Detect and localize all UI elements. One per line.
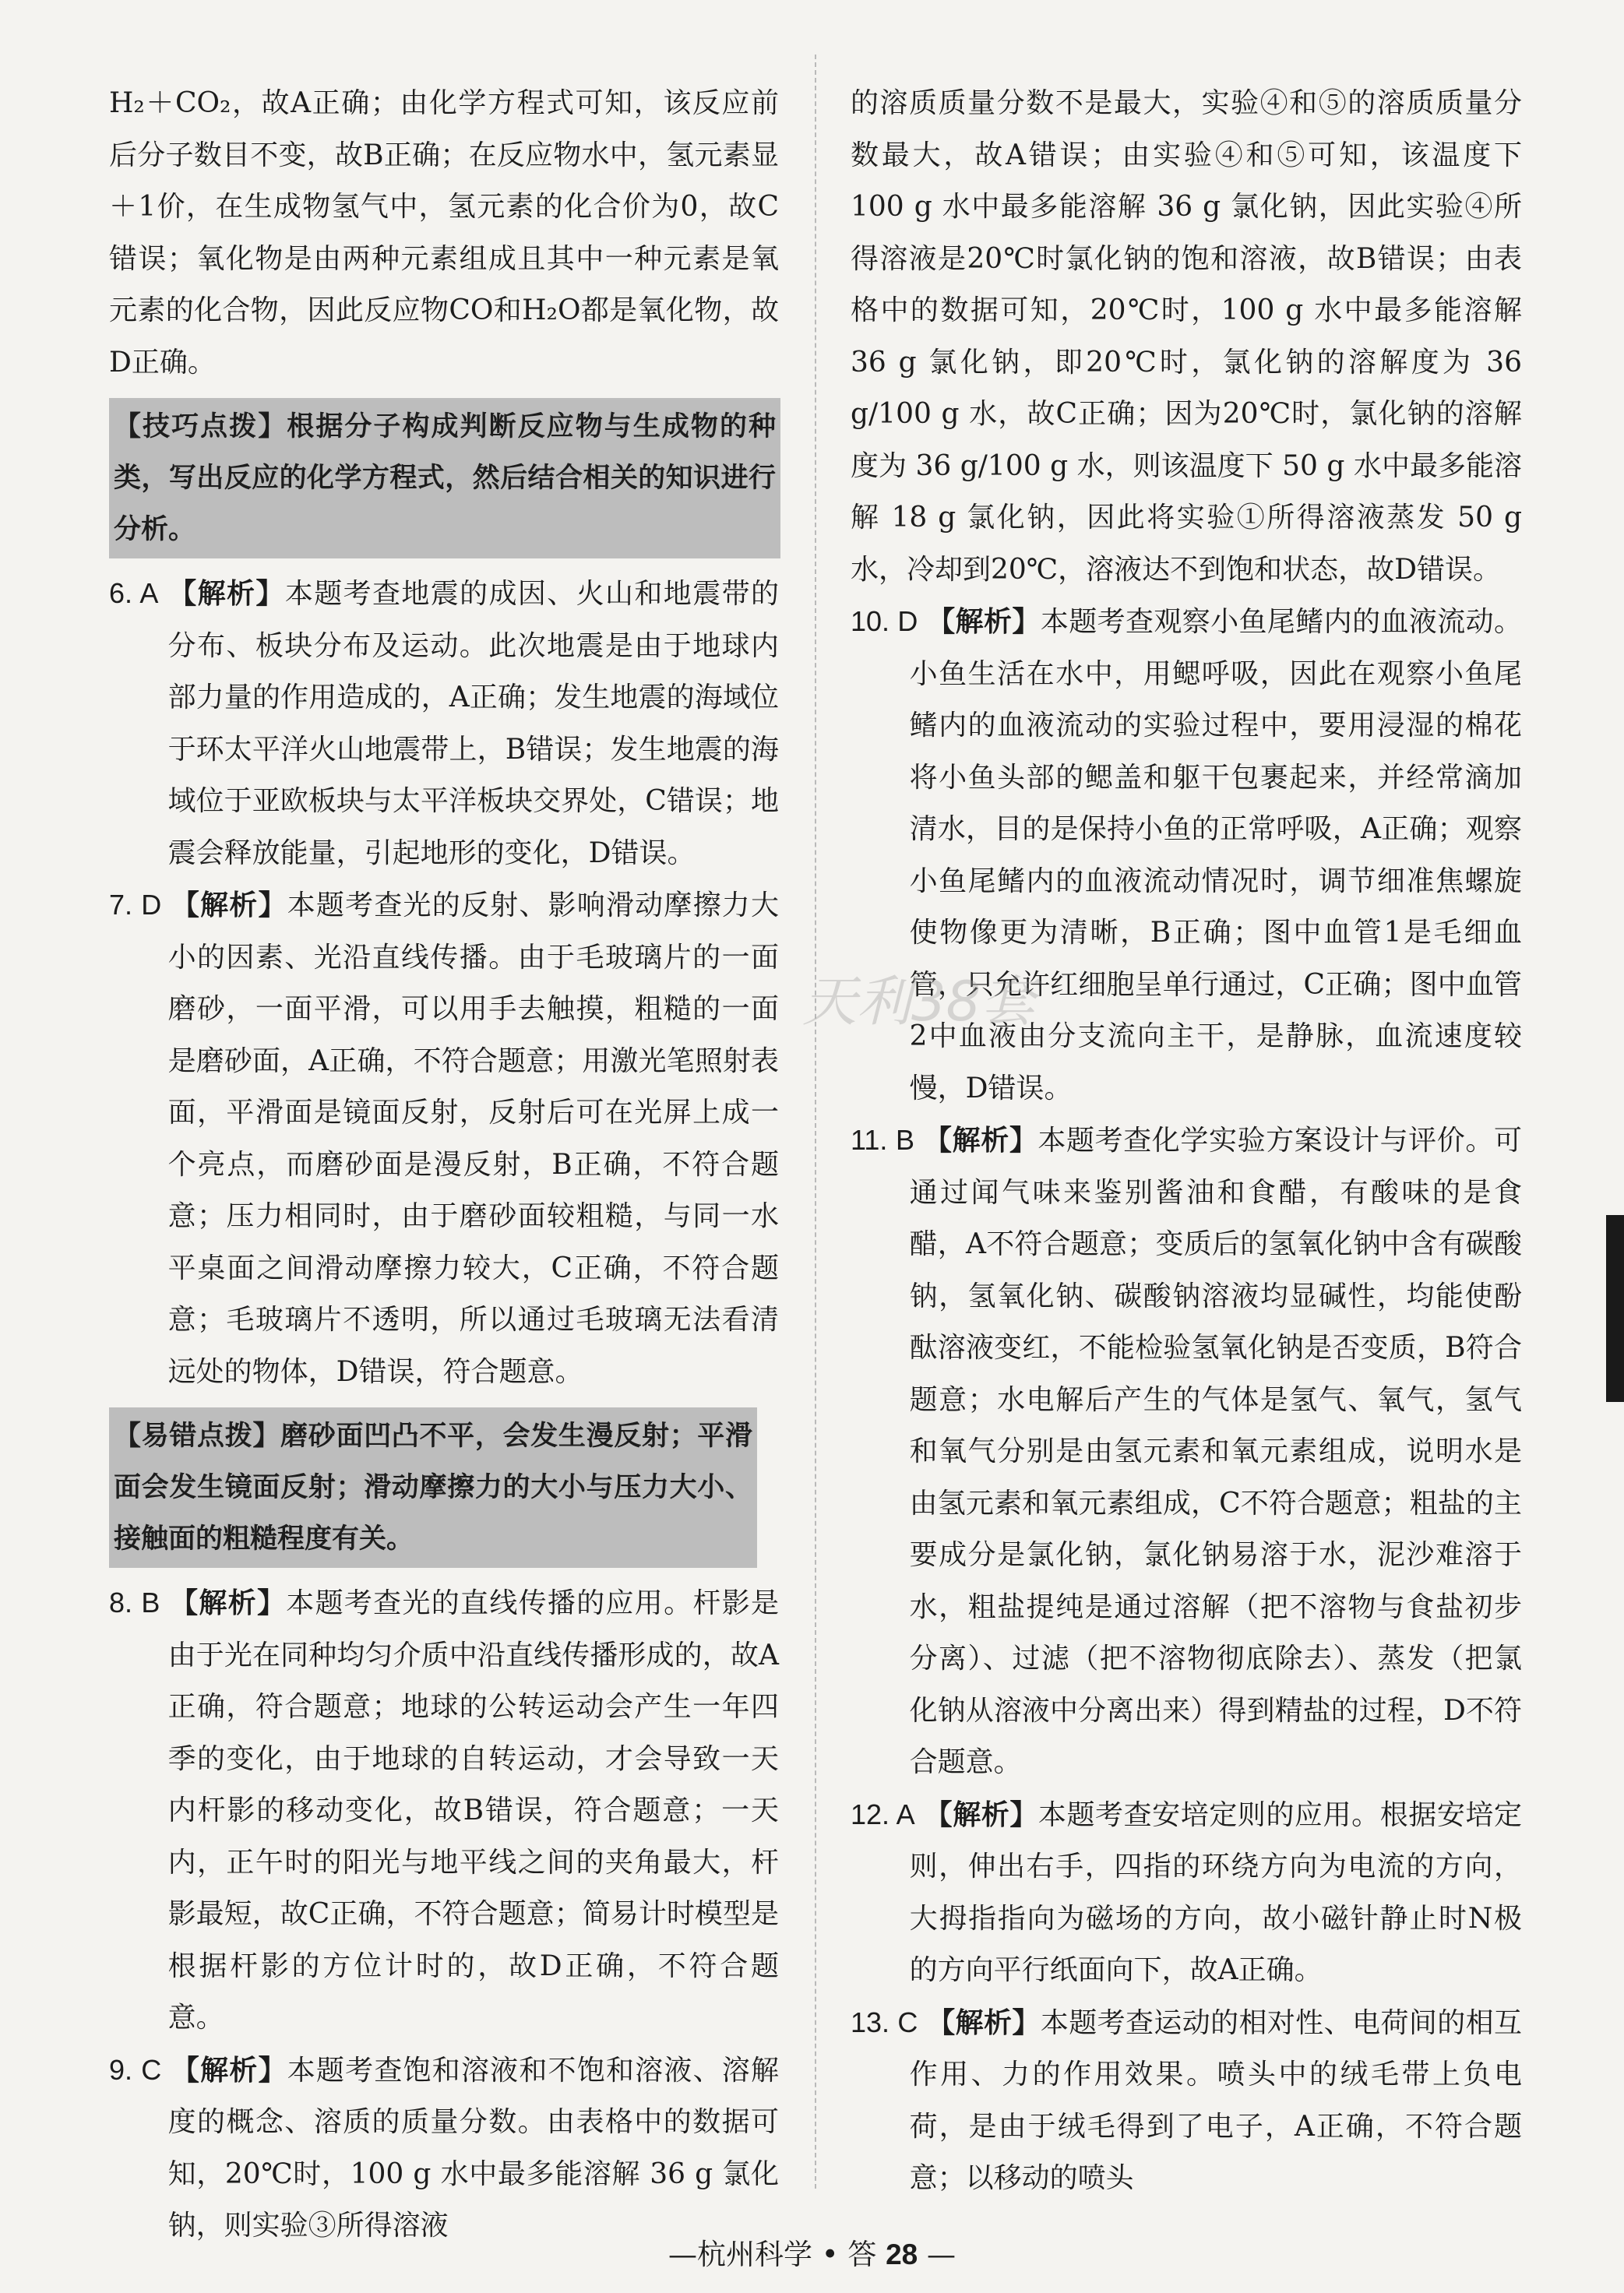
watermark-logo-text: 天利38套 — [802, 970, 1036, 1034]
answer-number: 12. A — [851, 1798, 915, 1830]
footer-label: —杭州科学 • 答 — [668, 2238, 877, 2271]
technique-tip-box: 【技巧点拨】根据分子构成判断反应物与生成物的种类，写出反应的化学方程式，然后结合相关的知识进行分析。 — [109, 398, 780, 558]
answer-item-6 — [109, 568, 779, 879]
brand-watermark-logo — [794, 946, 1044, 1071]
left-column — [109, 78, 779, 2252]
analysis-tag: 【解析】 — [927, 606, 1041, 638]
analysis-tag: 【解析】 — [168, 578, 285, 610]
answer-text: 本题考查光的直线传播的应用。杆影是由于光在同种均匀介质中沿直线传播形成的，故A正确，符合题意；地球的公转运动会产生一年四季的变化，由于地球的自转运动，才会导致一天内杆影的移动变化，故B错误，符合题意；一天内，正午时的阳光与地平线之间的夹角最大，杆影最短，故C正确，不符合题意；简易计时模型是根据杆影的方位计时的，故D正确，不符合题意。 — [167, 1587, 779, 2034]
answer-text: 本题考查观察小鱼尾鳍内的血液流动。小鱼生活在水中，用鳃呼吸，因此在观察小鱼尾鳍内的血液流动的实验过程中，要用浸湿的棉花将小鱼头部的鳃盖和躯干包裹起来，并经常滴加清水，目的是保持小鱼的正常呼吸，A正确；观察小鱼尾鳍内的血液流动情况时，调节细准焦螺旋使物像更为清晰，B正确；图中血管1是毛细血管，只允许红细胞呈单行通过，C正确；图中血管2中血液由分支流向主干，是静脉，血流速度较慢，D错误。 — [909, 606, 1522, 1104]
scan-edge-mark — [1606, 1215, 1624, 1402]
analysis-tag: 【解析】 — [170, 1587, 287, 1619]
answer-item-13 — [851, 1997, 1522, 2205]
page-footer — [0, 2231, 1624, 2273]
q9-continuation: 的溶质质量分数不是最大，实验④和⑤的溶质质量分数最大，故A错误；由实验④和⑤可知，该温度下 100 g 水中最多能溶解 36 g 氯化钠，因此实验④所得溶液是20℃时氯化钠的饱和溶液，故B错误；由表格中的数据可知，20℃时，100 g 水中最多能溶解 36 g 氯化钠，即20℃时，氯化钠的溶解度为 36 g/100 g 水，故C正确；因为20℃时，氯化钠的溶解度为 36 g/100 g 水，则该温度下 50 g 水中最多能溶解 18 g 氯化钠，因此将实验①所得溶液蒸发 50 g 水，冷却到20℃，溶液达不到饱和状态，故D错误。 — [851, 87, 1522, 586]
answer-number: 10. D — [851, 605, 918, 637]
answer-item-12 — [851, 1789, 1522, 1997]
answer-text: 本题考查饱和溶液和不饱和溶液、溶解度的概念、溶质的质量分数。由表格中的数据可知，20℃时，100 g 水中最多能溶解 36 g 氯化钠，则实验③所得溶液 — [167, 2054, 779, 2242]
answer-number: 11. B — [851, 1124, 914, 1156]
right-column — [851, 78, 1522, 2205]
answer-number: 7. D — [109, 889, 162, 921]
answer-number: 8. B — [109, 1587, 160, 1618]
error-tip-box: 【易错点拨】磨砂面凹凸不平，会发生漫反射；平滑面会发生镜面反射；滑动摩擦力的大小与压力大小、接触面的粗糙程度有关。 — [109, 1407, 757, 1568]
analysis-tag: 【解析】 — [924, 1798, 1038, 1831]
q5-continuation: H₂＋CO₂，故A正确；由化学方程式可知，该反应前后分子数目不变，故B正确；在反应物水中，氢元素显＋1价，在生成物氢气中，氢元素的化合价为0，故C错误；氧化物是由两种元素组成且其中一种元素是氧元素的化合物，因此反应物CO和H₂O都是氧化物，故D正确。 — [109, 87, 779, 379]
answer-text: 本题考查运动的相对性、电荷间的相互作用、力的作用效果。喷头中的绒毛带上负电荷，是由于绒毛得到了电子，A正确，不符合题意；以移动的喷头 — [909, 2006, 1522, 2194]
answer-item-7 — [109, 879, 779, 1398]
answer-item-11 — [851, 1115, 1522, 1789]
answer-number: 9. C — [109, 2053, 162, 2086]
answer-number: 6. A — [109, 577, 159, 609]
answer-text: 本题考查安培定则的应用。根据安培定则，伸出右手，四指的环绕方向为电流的方向，大拇指指向为磁场的方向，故小磁针静止时N极的方向平行纸面向下，故A正确。 — [909, 1798, 1522, 1986]
analysis-tag: 【解析】 — [171, 889, 287, 921]
answer-item-9 — [109, 2045, 779, 2252]
answer-text: 本题考查化学实验方案设计与评价。可通过闻气味来鉴别酱油和食醋，有酸味的是食醋，A不符合题意；变质后的氢氧化钠中含有碳酸钠，氢氧化钠、碳酸钠溶液均显碱性，均能使酚酞溶液变红，不能检验氢氧化钠是否变质，B符合题意；水电解后产生的气体是氢气、氧气，氢气和氧气分别是由氢元素和氧元素组成，说明水是由氢元素和氧元素组成，C不符合题意；粗盐的主要成分是氯化钠，氯化钠易溶于水，泥沙难溶于水，粗盐提纯是通过溶解（把不溶物与食盐初步分离）、过滤（把不溶物彻底除去）、蒸发（把氯化钠从溶液中分离出来）得到精盐的过程，D不符合题意。 — [909, 1125, 1522, 1778]
analysis-tag: 【解析】 — [171, 2054, 287, 2087]
answer-text: 本题考查地震的成因、火山和地震带的分布、板块分布及运动。此次地震是由于地球内部力量的作用造成的，A正确；发生地震的海域位于环太平洋火山地震带上，B错误；发生地震的海域位于亚欧板块与太平洋板块交界处，C错误；地震会释放能量，引起地形的变化，D错误。 — [167, 578, 779, 869]
footer-dash: — — [927, 2238, 956, 2271]
column-divider — [815, 55, 816, 2189]
analysis-tag: 【解析】 — [924, 1125, 1038, 1157]
page-number: 28 — [886, 2238, 918, 2270]
answer-text: 本题考查光的反射、影响滑动摩擦力大小的因素、光沿直线传播。由于毛玻璃片的一面磨砂，一面平滑，可以用手去触摸，粗糙的一面是磨砂面，A正确，不符合题意；用激光笔照射表面，平滑面是镜面反射，反射后可在光屏上成一个亮点，而磨砂面是漫反射，B正确，不符合题意；压力相同时，由于磨砂面较粗糙，与同一水平桌面之间滑动摩擦力较大，C正确，不符合题意；毛玻璃片不透明，所以通过毛玻璃无法看清远处的物体，D错误，符合题意。 — [167, 889, 779, 1388]
answer-item-8 — [109, 1577, 779, 2045]
analysis-tag: 【解析】 — [927, 2006, 1041, 2039]
answer-number: 13. C — [851, 2006, 918, 2038]
